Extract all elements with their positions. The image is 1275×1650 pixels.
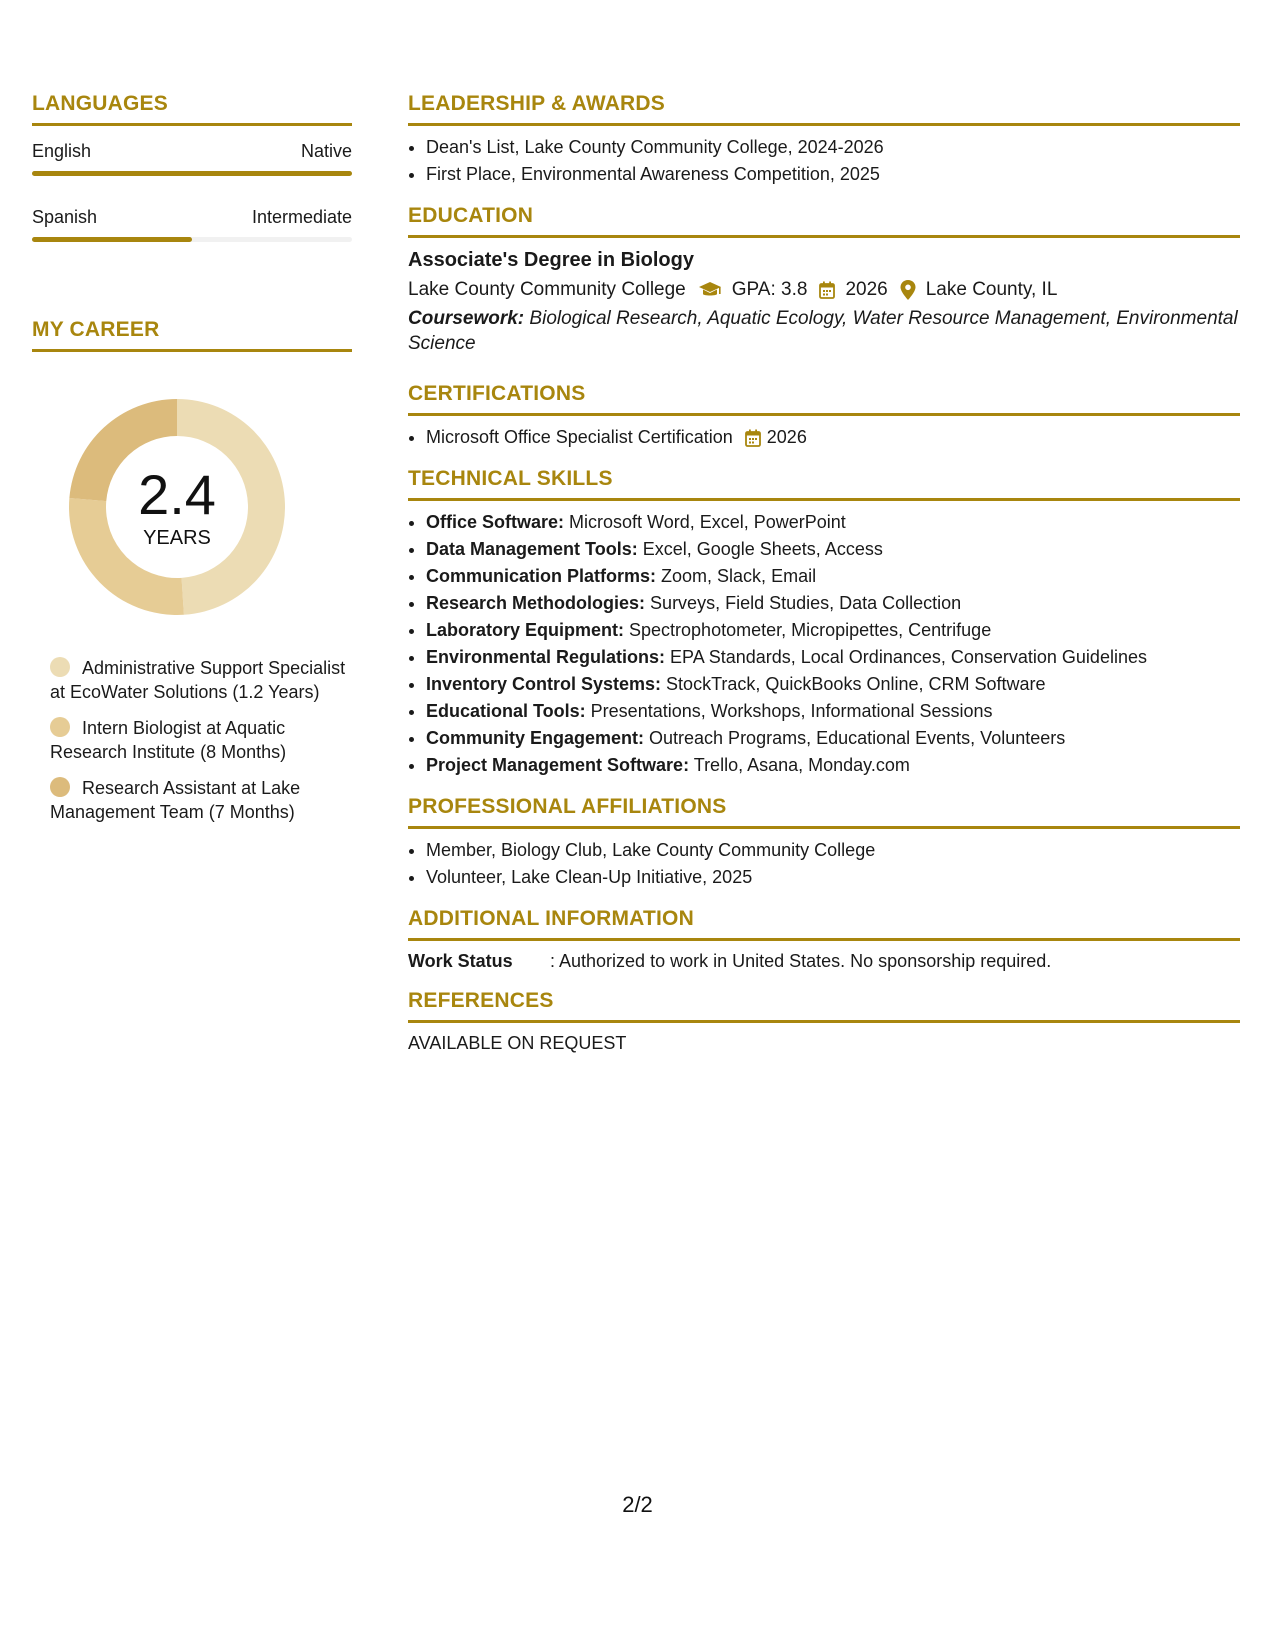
- list-item: [426, 509, 1240, 536]
- career-title: MY CAREER: [32, 318, 352, 352]
- skill-value: Presentations, Workshops, Informational Sessions: [585, 701, 993, 721]
- education-coursework: [408, 306, 1240, 356]
- affiliations-title: PROFESSIONAL AFFILIATIONS: [408, 795, 1240, 829]
- coursework-label: Coursework:: [408, 308, 525, 329]
- references-title: REFERENCES: [408, 989, 1240, 1023]
- language-name: English: [32, 141, 92, 161]
- list-item: [426, 671, 1240, 698]
- career-total-value: 2.4: [138, 463, 216, 526]
- skill-value: Surveys, Field Studies, Data Collection: [645, 593, 962, 613]
- skill-label: Laboratory Equipment:: [426, 620, 625, 640]
- career-item-label: Research Assistant at Lake Management Team (7 Months): [50, 778, 301, 822]
- affiliations-list: [408, 837, 1240, 891]
- left-column: [32, 92, 352, 836]
- career-total-unit: YEARS: [143, 527, 211, 549]
- skill-label: Office Software:: [426, 512, 565, 532]
- language-spanish: [32, 206, 352, 242]
- certifications-section: [408, 382, 1240, 451]
- language-level: Intermediate: [251, 207, 352, 227]
- career-item-label: Intern Biologist at Aquatic Research Institute (8 Months): [50, 718, 287, 762]
- work-status-row: [408, 949, 1240, 973]
- education-school: Lake County Community College: [408, 279, 686, 300]
- list-item: • First Place, Environmental Awareness Competition, 2025: [426, 161, 1240, 188]
- skill-label: Research Methodologies:: [426, 593, 646, 613]
- skill-label: Educational Tools:: [426, 701, 586, 721]
- language-name: Spanish: [32, 207, 98, 227]
- graduation-cap-icon: [698, 281, 722, 299]
- coursework-value: Biological Research, Aquatic Ecology, Water Resource Management, Environmental Science: [408, 308, 1238, 354]
- skill-label: Environmental Regulations:: [426, 647, 666, 667]
- certification-name: • Microsoft Office Specialist Certification: [426, 427, 733, 447]
- education-location: Lake County, IL: [925, 279, 1058, 300]
- language-english: [32, 140, 352, 176]
- language-proficiency-fill: [32, 171, 352, 176]
- list-item: [426, 536, 1240, 563]
- leadership-list: [408, 134, 1240, 188]
- skill-value: Zoom, Slack, Email: [656, 566, 817, 586]
- additional-title: ADDITIONAL INFORMATION: [408, 907, 1240, 941]
- skill-value: Outreach Programs, Educational Events, Volunteers: [644, 728, 1066, 748]
- leadership-section: [408, 92, 1240, 188]
- career-dot-icon: [50, 717, 70, 737]
- education-degree: Associate's Degree in Biology: [408, 249, 694, 271]
- skill-value: Spectrophotometer, Micropipettes, Centrifuge: [624, 620, 992, 640]
- skill-value: Microsoft Word, Excel, PowerPoint: [564, 512, 846, 532]
- page-number: 2/2: [622, 1492, 653, 1517]
- right-column: [408, 92, 1240, 1071]
- education-title: EDUCATION: [408, 204, 1240, 238]
- career-item: [50, 776, 352, 824]
- skill-label: Project Management Software:: [426, 755, 690, 775]
- list-item: [426, 424, 1240, 451]
- career-item: [50, 716, 352, 764]
- additional-section: [408, 907, 1240, 973]
- list-item: [426, 617, 1240, 644]
- list-item: • Member, Biology Club, Lake County Community College: [426, 837, 1240, 864]
- leadership-title: LEADERSHIP & AWARDS: [408, 92, 1240, 126]
- language-proficiency-bar: [32, 171, 352, 176]
- education-meta: [408, 275, 1240, 304]
- certifications-title: CERTIFICATIONS: [408, 382, 1240, 416]
- references-text: AVAILABLE ON REQUEST: [408, 1033, 627, 1053]
- list-item: [426, 563, 1240, 590]
- career-dot-icon: [50, 777, 70, 797]
- list-item: [426, 644, 1240, 671]
- education-year: 2026: [845, 279, 888, 300]
- work-status-key: Work Status: [408, 951, 513, 971]
- languages-title: LANGUAGES: [32, 92, 352, 126]
- skill-label: Data Management Tools:: [426, 539, 638, 559]
- career-list: [50, 656, 352, 824]
- skill-value: StockTrack, QuickBooks Online, CRM Software: [661, 674, 1046, 694]
- list-item: [426, 752, 1240, 779]
- affiliations-section: [408, 795, 1240, 891]
- skill-label: Inventory Control Systems:: [426, 674, 662, 694]
- career-item: [50, 656, 352, 704]
- location-pin-icon: [900, 280, 916, 300]
- education-entry: [408, 246, 1240, 356]
- skill-value: EPA Standards, Local Ordinances, Conservation Guidelines: [665, 647, 1147, 667]
- career-item-label: Administrative Support Specialist at EcoWater Solutions (1.2 Years): [50, 658, 346, 702]
- skills-title: TECHNICAL SKILLS: [408, 467, 1240, 501]
- language-level: Native: [300, 141, 352, 161]
- donut-center: [62, 463, 292, 550]
- education-gpa: GPA: 3.8: [731, 279, 808, 300]
- skills-list: [408, 509, 1240, 779]
- list-item: • Dean's List, Lake County Community College, 2024-2026: [426, 134, 1240, 161]
- list-item: [426, 725, 1240, 752]
- references-section: [408, 989, 1240, 1055]
- work-status-value: : Authorized to work in United States. No sponsorship required.: [550, 951, 1052, 971]
- skills-section: [408, 467, 1240, 779]
- calendar-icon: [819, 281, 835, 299]
- certifications-list: [408, 424, 1240, 451]
- skill-value: Excel, Google Sheets, Access: [637, 539, 883, 559]
- skill-label: Communication Platforms:: [426, 566, 657, 586]
- list-item: [426, 590, 1240, 617]
- language-proficiency-bar: [32, 237, 352, 242]
- certification-year: 2026: [766, 427, 807, 447]
- career-donut-chart: [62, 392, 292, 622]
- career-dot-icon: [50, 657, 70, 677]
- language-proficiency-fill: [32, 237, 192, 242]
- calendar-icon: [745, 429, 761, 447]
- list-item: [426, 698, 1240, 725]
- list-item: • Volunteer, Lake Clean-Up Initiative, 2025: [426, 864, 1240, 891]
- skill-label: Community Engagement:: [426, 728, 645, 748]
- education-section: [408, 204, 1240, 356]
- skill-value: Trello, Asana, Monday.com: [689, 755, 910, 775]
